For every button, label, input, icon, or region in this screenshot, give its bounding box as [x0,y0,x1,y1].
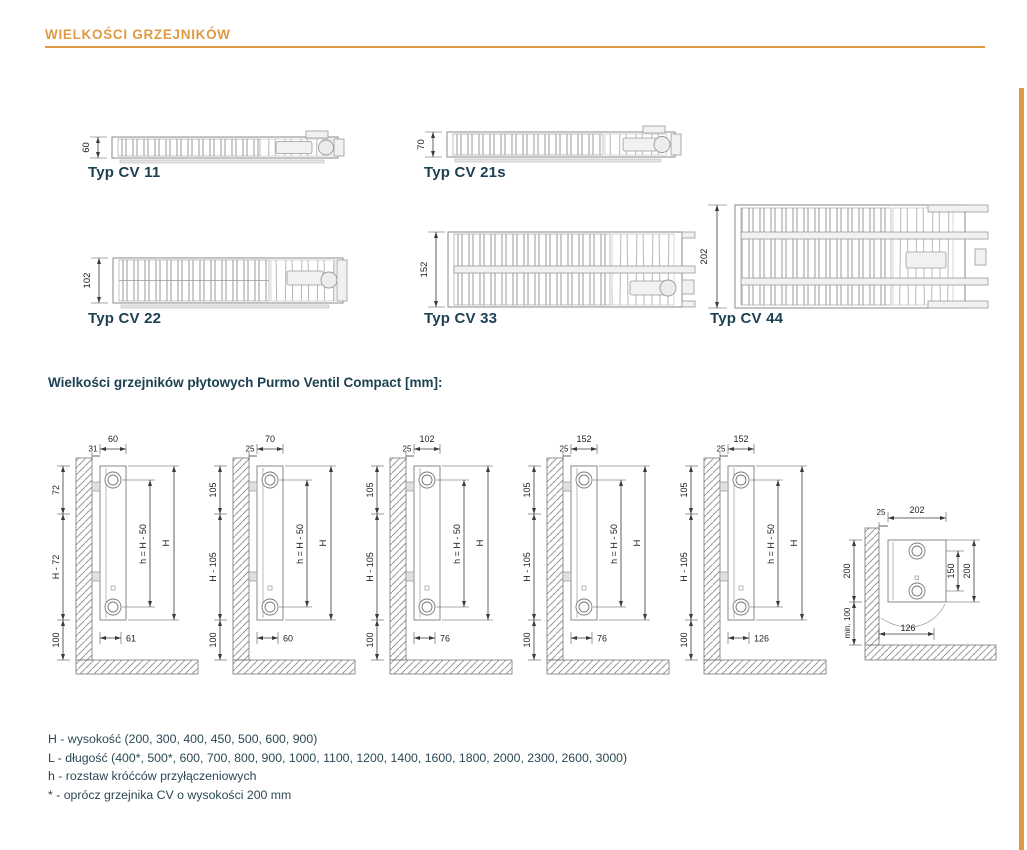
dim-port-spacing: h = H - 50 [766,524,776,564]
wall-hatch [76,458,92,660]
dim-total-height: H [475,539,486,547]
dim-top-offset: 105 [522,482,532,498]
cv44-lower-middle-bar [741,278,988,285]
corner-dim-bottom-depth: 126 [900,623,916,633]
cv44-type-label: Typ CV 44 [710,310,784,327]
cv21s-end-cap [671,134,681,155]
radiator-body [249,466,283,620]
side-view-drawing [207,424,363,676]
cv11-end-cap [334,139,344,156]
corner-dim-min-clearance: min. 100 [843,607,852,639]
dim-depth: 70 [264,434,276,444]
section-heading: Wielkości grzejników płytowych Purmo Ventil Compact [mm]: [48,375,443,390]
dim-mid-height: H - 105 [365,552,375,582]
legend-length-line: L - długość (400*, 500*, 600, 700, 800, 900, 1000, 1100, 1200, 1400, 1600, 1800, 2000, 2300, 2600, 3000) [48,750,628,765]
cv33-middle-bar [454,266,695,273]
floor-hatch [704,660,826,674]
legend-port-spacing-line: h - rozstaw króćców przyłączeniowych [48,769,257,784]
cv33-bottom-stub [682,301,695,307]
dim-depth: 152 [576,434,592,444]
dim-floor-clearance: 100 [51,632,61,648]
corner-radiator-body [881,540,946,627]
cv44-upper-middle-bar [741,232,988,239]
dim-top-offset: 105 [365,482,375,498]
cv22-valve-housing [287,271,323,285]
cv33-height-dimension [419,232,445,307]
side-view-drawing [364,424,520,676]
radiator-body [720,466,754,620]
corner-dim-height: 200 [962,563,972,579]
cv21s-depth-value: 70 [416,139,427,150]
corner-detail-drawing [842,488,1021,673]
cv11-grille [118,139,260,156]
dim-wall-gap: 25 [559,444,569,454]
corner-floor-hatch [865,645,996,660]
dim-wall-gap: 25 [245,444,255,454]
corner-wall-hatch [865,528,879,645]
dim-mid-height: H - 72 [51,554,61,580]
wall-hatch [704,458,720,660]
cv21s-lower-edge [455,159,661,162]
cv22-depth-value: 102 [82,272,93,289]
dim-total-height: H [161,539,172,547]
dim-floor-clearance: 100 [522,632,532,648]
dim-mid-height: H - 105 [679,552,689,582]
dim-bottom-depth: 76 [440,633,451,644]
cv21s-type-label: Typ CV 21s [424,164,506,181]
cv21s-height-dimension [416,132,442,157]
cv33-valve [660,280,676,296]
cv44-valve-housing [906,252,946,268]
dim-total-height: H [789,539,800,547]
cv11-height-dimension [81,137,107,158]
radiator-body [406,466,440,620]
floor-hatch [233,660,355,674]
cv11-top-tab [306,131,328,138]
dim-mid-height: H - 105 [208,552,218,582]
dim-depth: 60 [107,434,119,444]
cv21s-valve-housing [623,138,657,151]
corner-dim-upper-span: 200 [842,563,852,579]
cv22-valve [321,272,337,288]
cv44-top-bar [928,205,988,212]
cv11-valve-housing [276,142,312,154]
cv22-height-dimension [82,258,108,303]
dim-bottom-depth: 126 [754,633,770,644]
wall-hatch [547,458,563,660]
cv44-height-dimension [699,205,727,308]
cv22-lower-edge [121,305,329,308]
cv33-top-view-drawing [416,222,708,314]
cv33-depth-value: 152 [419,261,430,278]
radiator-body [563,466,597,620]
floor-hatch [390,660,512,674]
cv44-port-block [975,249,986,265]
side-view-drawing [521,424,677,676]
cv21s-valve [654,137,670,153]
dim-port-spacing: h = H - 50 [295,524,305,564]
wall-hatch [390,458,406,660]
cv11-depth-value: 60 [81,142,92,153]
cv33-type-label: Typ CV 33 [424,310,498,327]
cv22-end-cap [337,260,347,301]
dim-depth: 152 [733,434,749,444]
cv33-port-block [682,280,694,294]
corner-dim-port-spacing: 150 [946,563,956,579]
side-view-drawing [50,424,206,676]
cv33-top-stub [682,232,695,238]
dim-floor-clearance: 100 [208,632,218,648]
legend-height-line: H - wysokość (200, 300, 400, 450, 500, 600, 900) [48,732,318,746]
corner-dim-wall-gap: 25 [876,508,886,517]
dim-port-spacing: h = H - 50 [138,524,148,564]
dim-floor-clearance: 100 [679,632,689,648]
cv44-top-view-drawing [696,194,996,316]
dim-bottom-depth: 76 [597,633,608,644]
dim-floor-clearance: 100 [365,632,375,648]
cv22-type-label: Typ CV 22 [88,310,162,327]
dim-top-offset: 72 [51,484,61,496]
cv21s-grille [453,134,603,155]
title-rule [45,46,985,48]
dim-bottom-depth: 61 [126,633,137,644]
dim-wall-gap: 31 [88,444,98,454]
floor-hatch [547,660,669,674]
side-drawings-row [50,424,834,676]
corner-dim-depth: 202 [909,505,925,515]
legend [48,730,627,805]
side-view-drawing [678,424,834,676]
cv21s-top-tab [643,126,665,133]
cv11-valve [319,140,334,155]
dim-depth: 102 [419,434,435,444]
cv44-bottom-bar [928,301,988,308]
floor-hatch [76,660,198,674]
page-title: WIELKOŚCI GRZEJNIKÓW [45,27,231,42]
cv22-top-view-drawing [81,248,353,312]
radiator-body [92,466,126,620]
legend-footnote-line: * - oprócz grzejnika CV o wysokości 200 mm [48,788,292,803]
cv44-grille [741,208,891,305]
cv11-lower-edge [120,160,324,163]
dim-port-spacing: h = H - 50 [452,524,462,564]
cv44-depth-value: 202 [699,248,710,265]
dim-top-offset: 105 [679,482,689,498]
accent-sidebar [1019,88,1024,850]
dim-wall-gap: 25 [402,444,412,454]
cv11-type-label: Typ CV 11 [88,164,161,181]
dim-total-height: H [318,539,329,547]
dim-mid-height: H - 105 [522,552,532,582]
dim-bottom-depth: 60 [283,633,294,644]
dim-total-height: H [632,539,643,547]
dim-wall-gap: 25 [716,444,726,454]
dim-port-spacing: h = H - 50 [609,524,619,564]
dim-top-offset: 105 [208,482,218,498]
wall-hatch [233,458,249,660]
